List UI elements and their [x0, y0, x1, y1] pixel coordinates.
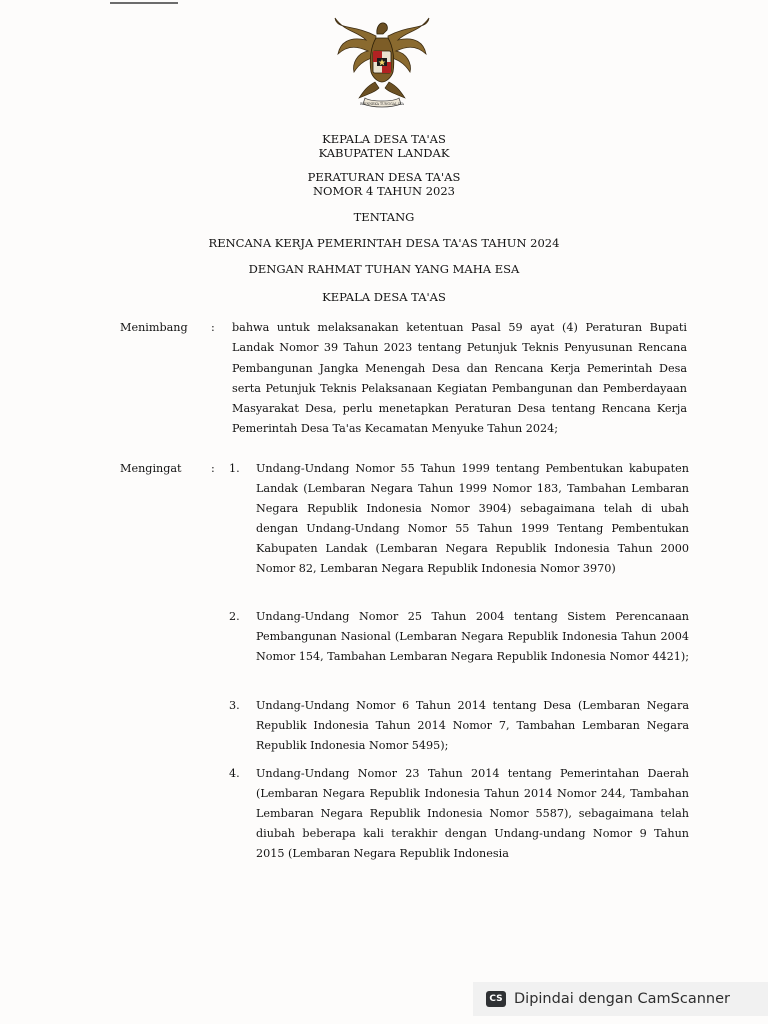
header-kepala-desa-2: KEPALA DESA TA'AS — [322, 290, 446, 304]
header-kepala-desa: KEPALA DESA TA'AS — [322, 132, 446, 146]
mengingat-item-3 — [229, 696, 689, 756]
mengingat-item-number: 1. — [229, 462, 240, 475]
mengingat-item-text: Undang-Undang Nomor 55 Tahun 1999 tentang Pembentukan kabupaten Landak (Lembaran Negara Tahun 1999 Nomor 183, Tambahan Lembaran Negara Republik Indonesia Nomor 3904) sebagaimana telah di ubah dengan Undang-Undang Nomor 55 Tahun 1999 Tentang Pembentukan Kabupaten Landak (Lembaran Negara Republik Indonesia Tahun 2000 Nomor 82, Lembaran Negara Republik Indonesia Nomor 3970) — [256, 462, 689, 575]
mengingat-item-2 — [229, 607, 689, 667]
header-tentang: TENTANG — [353, 210, 415, 224]
mengingat-item-number: 3. — [229, 699, 240, 712]
camscanner-watermark — [473, 982, 768, 1016]
menimbang-text: bahwa untuk melaksanakan ketentuan Pasal 59 ayat (4) Peraturan Bupati Landak Nomor 39 Tahun 2023 tentang Petunjuk Teknis Penyusunan Rencana Pembangunan Jangka Menengah Desa dan Rencana Kerja Pemerintah Desa serta Petunjuk Teknis Pelaksanaan Kegiatan Pembangunan dan Pemberdayaan Masyarakat Desa, perlu menetapkan Peraturan Desa tentang Rencana Kerja Pemerintah Desa Ta'as Kecamatan Menyuke Tahun 2024; — [232, 321, 687, 436]
mengingat-label: Mengingat — [120, 462, 182, 475]
mengingat-item-4 — [229, 764, 689, 864]
scan-edge-mark — [110, 2, 178, 4]
header-rahmat: DENGAN RAHMAT TUHAN YANG MAHA ESA — [248, 262, 520, 276]
document-title: RENCANA KERJA PEMERINTAH DESA TA'AS TAHUN 2024 — [208, 236, 560, 250]
menimbang-label: Menimbang — [120, 321, 188, 334]
camscanner-logo-icon: CS — [486, 991, 506, 1007]
mengingat-item-text: Undang-Undang Nomor 25 Tahun 2004 tentang Sistem Perencanaan Pembangunan Nasional (Lembaran Negara Republik Indonesia Tahun 2004 Nomor 154, Tambahan Lembaran Negara Republik Indonesia Nomor 4421); — [256, 610, 689, 663]
mengingat-colon: : — [211, 462, 215, 475]
menimbang-colon: : — [211, 321, 215, 334]
header-nomor: NOMOR 4 TAHUN 2023 — [312, 184, 456, 198]
mengingat-item-number: 4. — [229, 767, 240, 780]
emblem-motto: BHINNEKA TUNGGAL IKA — [360, 102, 404, 106]
mengingat-item-number: 2. — [229, 610, 240, 623]
mengingat-item-1 — [229, 459, 689, 579]
mengingat-item-text: Undang-Undang Nomor 23 Tahun 2014 tentang Pemerintahan Daerah (Lembaran Negara Republik Indonesia Tahun 2014 Nomor 244, Tambahan Lembaran Negara Republik Indonesia Nomor 5587), sebagaimana telah diubah beberapa kali terakhir dengan Undang-undang Nomor 9 Tahun 2015 (Lembaran Negara Republik Indonesia — [256, 767, 689, 860]
header-kabupaten: KABUPATEN LANDAK — [318, 146, 450, 160]
camscanner-text: Dipindai dengan CamScanner — [514, 991, 731, 1007]
garuda-emblem-icon — [331, 12, 433, 115]
header-peraturan: PERATURAN DESA TA'AS — [307, 170, 461, 184]
mengingat-item-text: Undang-Undang Nomor 6 Tahun 2014 tentang Desa (Lembaran Negara Republik Indonesia Tahun 2014 Nomor 7, Tambahan Lembaran Negara Republik Indonesia Nomor 5495); — [256, 699, 689, 752]
